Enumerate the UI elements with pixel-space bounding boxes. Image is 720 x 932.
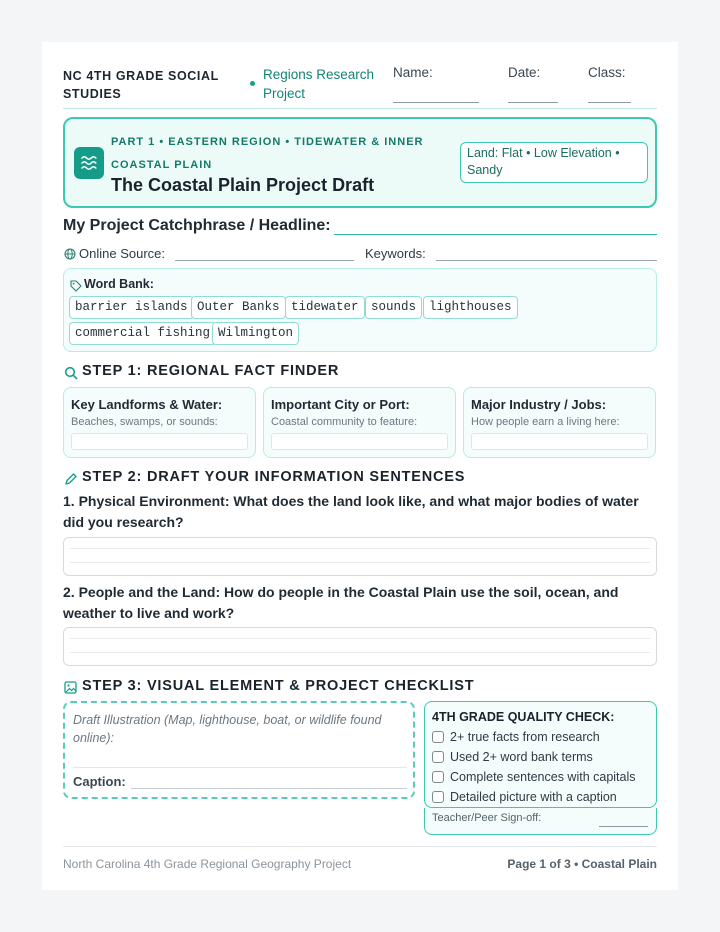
checklist-title: 4TH GRADE QUALITY CHECK: (432, 710, 615, 724)
word-chip: Outer Banks (191, 296, 286, 319)
subject-title: NC 4TH GRADE SOCIAL STUDIES (63, 69, 219, 101)
date-field[interactable] (508, 102, 558, 103)
search-icon (64, 366, 78, 385)
question-1: 1. Physical Environment: What does the land look like, and what major bodies of water did you research? (63, 493, 639, 530)
signoff-field[interactable] (599, 826, 648, 827)
project-name: Regions Research Project (263, 67, 375, 101)
card-title: Major Industry / Jobs: (471, 397, 607, 412)
card-hint: How people earn a living here: (471, 416, 620, 428)
card-title: Important City or Port: (271, 397, 410, 412)
name-field[interactable] (393, 102, 479, 103)
checklist-item-label: 2+ true facts from research (450, 730, 600, 744)
catchphrase-label: My Project Catchphrase / Headline: (63, 217, 331, 234)
word-chip: Wilmington (212, 322, 299, 345)
card-hint: Beaches, swamps, or sounds: (71, 416, 218, 428)
page-title: The Coastal Plain Project Draft (111, 175, 375, 195)
illustration-box[interactable] (63, 701, 415, 799)
keywords-field[interactable] (436, 260, 657, 261)
step2-title: STEP 2: DRAFT YOUR INFORMATION SENTENCES (82, 469, 466, 485)
image-icon (64, 681, 77, 699)
question-2: 2. People and the Land: How do people in the Coastal Plain use the soil, ocean, and weather to live and work? (63, 584, 619, 621)
footer (63, 846, 657, 871)
checklist-item-label: Used 2+ word bank terms (450, 750, 593, 764)
date-label: Date: (508, 65, 541, 80)
waves-icon (74, 147, 104, 179)
checkbox[interactable] (432, 751, 444, 763)
class-field[interactable] (588, 102, 631, 103)
step3-title: STEP 3: VISUAL ELEMENT & PROJECT CHECKLIST (82, 678, 475, 694)
step1-title: STEP 1: REGIONAL FACT FINDER (82, 363, 340, 379)
land-tag: Land: Flat • Low Elevation • Sandy (460, 142, 648, 183)
online-source-label: Online Source: (79, 246, 165, 261)
fact-card-city (263, 387, 456, 458)
word-chip: lighthouses (423, 296, 518, 319)
answer-1-field[interactable] (63, 537, 657, 576)
checkbox[interactable] (432, 791, 444, 803)
part-label: PART 1 • EASTERN REGION • TIDEWATER & INNER COASTAL PLAIN (111, 136, 424, 171)
word-chip: tidewater (285, 296, 365, 319)
footer-project: North Carolina 4th Grade Regional Geography Project (63, 857, 352, 871)
online-source-field[interactable] (175, 260, 354, 261)
checklist-item-label: Complete sentences with capitals (450, 770, 636, 784)
word-bank-label: Word Bank: (84, 277, 154, 291)
illustration-hint: Draft Illustration (Map, lighthouse, boat, or wildlife found online): (73, 713, 382, 745)
globe-icon (64, 247, 76, 265)
quality-checklist (424, 701, 657, 808)
name-label: Name: (393, 65, 433, 80)
checkbox[interactable] (432, 771, 444, 783)
word-chip: barrier islands (69, 296, 194, 319)
catchphrase-field[interactable] (334, 234, 657, 235)
caption-field[interactable] (131, 788, 407, 789)
pencil-icon (64, 472, 78, 491)
word-chip: commercial fishing (69, 322, 216, 345)
keywords-label: Keywords: (365, 246, 426, 261)
card-title: Key Landforms & Water: (71, 397, 223, 412)
answer-2-field[interactable] (63, 627, 657, 666)
caption-label: Caption: (73, 774, 126, 789)
signoff-label: Teacher/Peer Sign-off: (432, 812, 542, 824)
city-input[interactable] (271, 433, 448, 450)
footer-page: Page 1 of 3 • Coastal Plain (507, 857, 657, 871)
signoff-row (424, 808, 657, 835)
checkbox[interactable] (432, 731, 444, 743)
divider (73, 767, 407, 768)
word-chip: sounds (365, 296, 422, 319)
separator-dot (250, 81, 255, 86)
part-banner (63, 117, 657, 208)
industry-input[interactable] (471, 433, 648, 450)
worksheet-page (42, 42, 678, 890)
worksheet-header (63, 42, 657, 109)
card-hint: Coastal community to feature: (271, 416, 418, 428)
fact-card-industry (463, 387, 656, 458)
tag-icon (70, 279, 82, 297)
class-label: Class: (588, 65, 626, 80)
word-bank (63, 268, 657, 352)
checklist-item-label: Detailed picture with a caption (450, 790, 617, 804)
landforms-input[interactable] (71, 433, 248, 450)
fact-card-landforms (63, 387, 256, 458)
